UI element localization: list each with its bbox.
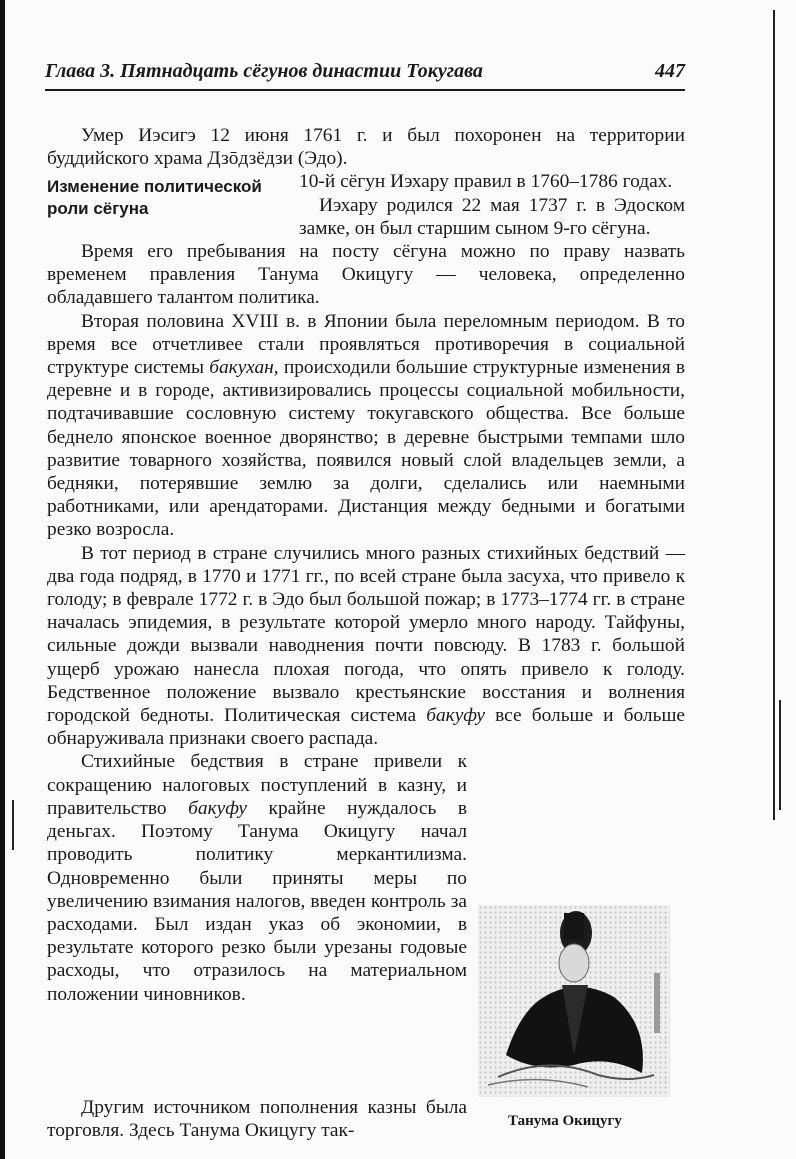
reign-sentence: 10-й сёгун Иэхару правил в 1760–1786 годах. (299, 171, 673, 193)
text-run: , происходили большие структурные изменения в деревне и в городе, активизировались процессы социальной мобильности, подтачивавшие сословную систему токугавского общества. Все больше беднело японское военное дворянство; в деревне быстрыми темпами шло развитие товарного хозяйства, появился новый слой владельцев земли, а бедняки, потерявшие землю за долги, сделались или наемными работниками, или арендаторами. Дистанция между бедными и богатыми резко возросла. (47, 357, 685, 541)
text-run: Стихийные бедствия в стране привели к сокращению налоговых поступлений в казну, и правительство (47, 751, 467, 819)
scan-left-edge (0, 0, 5, 1159)
portrait-figure-icon (478, 905, 670, 1097)
paragraph: Время его пребывания на посту сёгуна можно по праву назвать временем правления Танума Окицугу — человека, определенно обладавшего талантом политика. (47, 241, 685, 309)
term-bakuhan: бакухан (209, 357, 274, 379)
scan-right-mark-lower (779, 700, 781, 810)
paragraph: Другим источником пополнения казны была торговля. Здесь Танума Окицугу так- (47, 1097, 467, 1142)
paragraph: Умер Иэсигэ 12 июня 1761 г. и был похоронен на территории буддийского храма Дзōдзёдзи (Эдо). (47, 125, 685, 170)
figure (478, 905, 678, 1097)
figure-caption: Танума Окицугу (508, 1113, 622, 1129)
portrait-image (478, 905, 670, 1097)
chapter-title: Глава 3. Пятнадцать сёгунов династии Токугава (45, 60, 483, 82)
paragraph (47, 310, 685, 542)
term-bakufu: бакуфу (426, 705, 486, 727)
running-header (45, 60, 685, 86)
text-run: Вторая половина XVIII в. в Японии была переломным периодом. В то время все отчетливее стали проявляться противоречия в социальной структуре системы (47, 310, 685, 379)
paragraph (47, 542, 685, 751)
body-text (47, 124, 685, 1006)
term-bakufu: бакуфу (188, 797, 247, 819)
text-run: крайне нуждалось в деньгах. Поэтому Танума Окицугу начал проводить политику меркантилизма. Одновременно были приняты меры по увеличению взимания налогов, введен контроль за расходами. Был издан указ об экономии, в результате которого резко были урезаны годовые расходы, что отразилось на материальном положении чиновников. (47, 797, 467, 1005)
text-run: все больше и больше обнаруживала признаки своего распада. (47, 705, 685, 750)
header-rule (45, 89, 685, 91)
page-number: 447 (655, 60, 685, 82)
birth-sentence: Иэхару родился 22 мая 1737 г. в Эдоском замке, он был старшим сыном 9-го сёгуна. (299, 194, 685, 239)
last-paragraph-block (47, 1096, 467, 1142)
scan-left-mark (12, 800, 14, 850)
margin-heading: Изменение политической роли сёгуна (47, 177, 262, 219)
scan-right-mark (773, 10, 775, 820)
text-run: В тот период в стране случились много разных стихийных бедствий — два года подряд, в 1770 и 1771 гг., по всей стране была засуха, что привело к голоду; в феврале 1772 г. в Эдо был большой пожар; в 1773–1774 гг. в стране началась эпидемия, в результате которой умерло много народу. Тайфуны, сильные дожди вызвали наводнения почти повсюду. В 1783 г. большой ущерб урожаю нанесла плохая погода, что опять привело к голоду. Бедственное положение вызвало крестьянские восстания и волнения городской бедноты. Политическая система (47, 542, 685, 727)
